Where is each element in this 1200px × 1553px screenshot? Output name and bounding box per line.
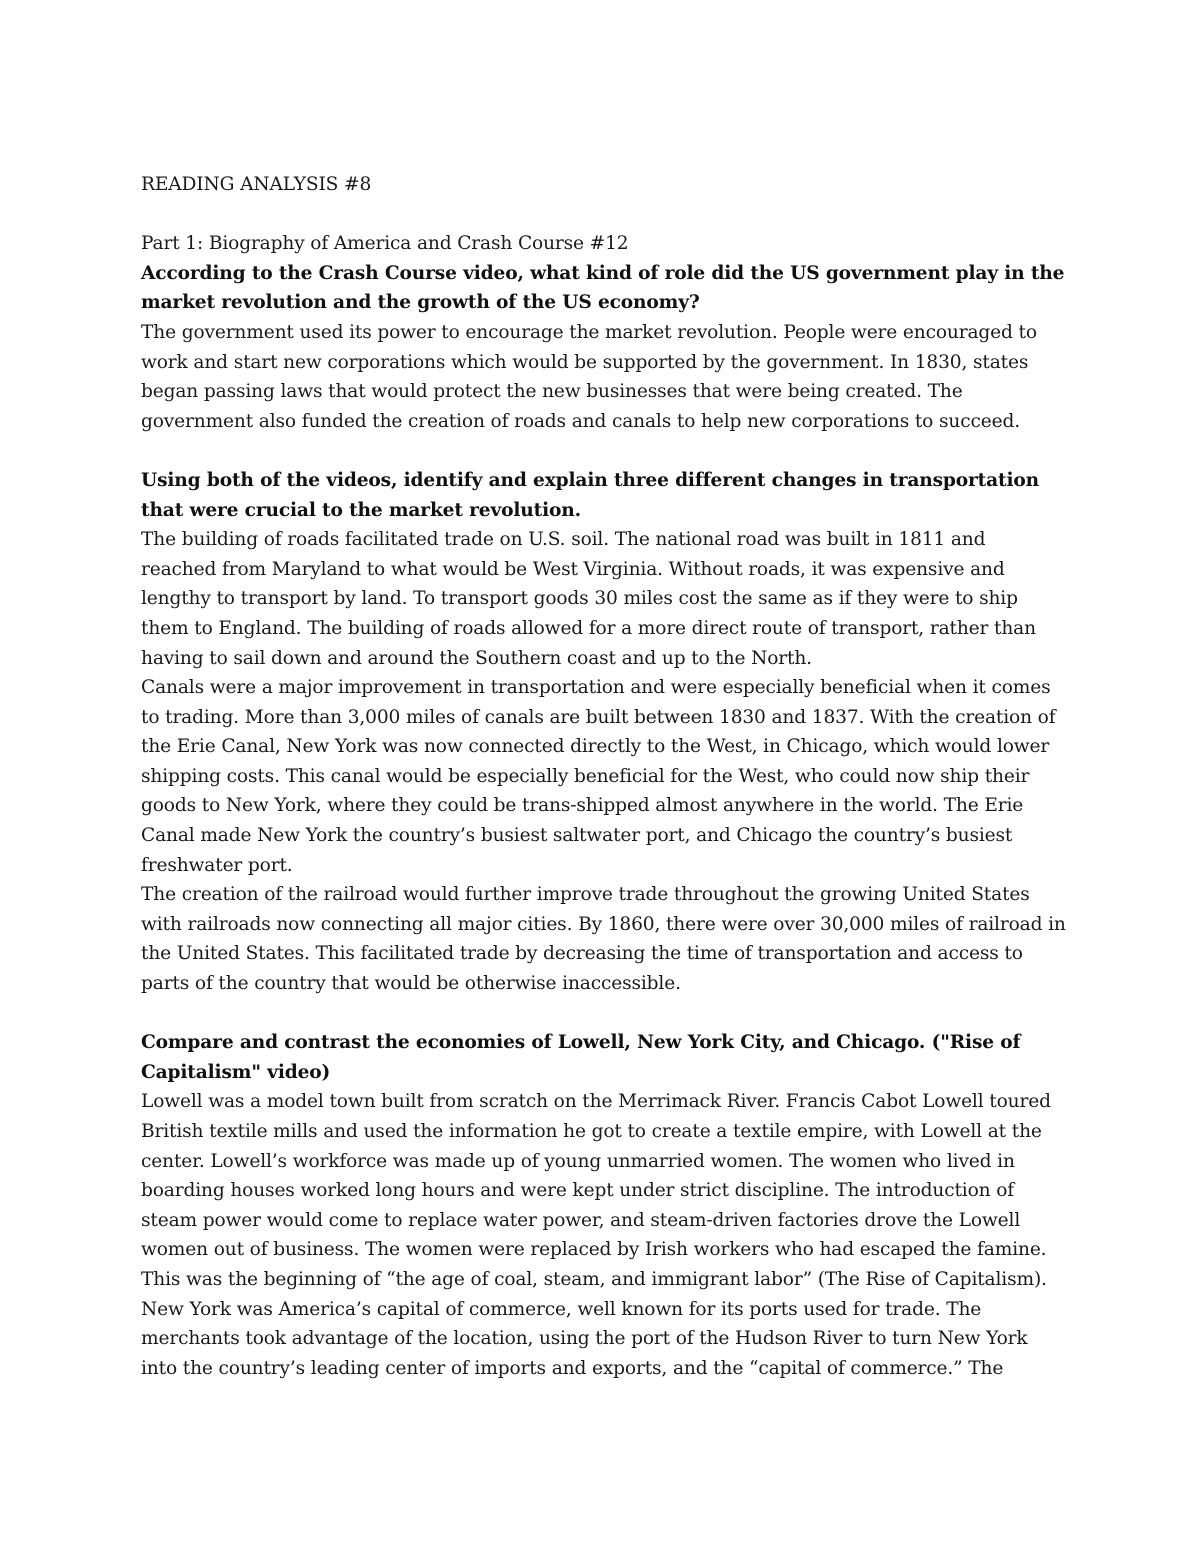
spacer [141, 999, 1066, 1029]
document-body [141, 170, 1066, 1383]
document-title: READING ANALYSIS #8 [141, 174, 372, 195]
answer-1-paragraph-1: The government used its power to encourage the market revolution. People were encouraged to work and start new corporations which would be supported by the government. In 1830, states began passing laws that would protect the new businesses that were being created. The government also funded the creation of roads and canals to help new corporations to succeed. [141, 321, 1037, 432]
answer-2-paragraph-1: The building of roads facilitated trade on U.S. soil. The national road was built in 1811 and reached from Maryland to what would be West Virginia. Without roads, it was expensive and lengthy to transport by land. To transport goods 30 miles cost the same as if they were to ship them to England. The building of roads allowed for a more direct route of transport, rather than having to sail down and around the Southern coast and up to the North. [141, 529, 1036, 669]
answer-2-paragraph-2: Canals were a major improvement in transportation and were especially beneficial when it comes to trading. More than 3,000 miles of canals are built between 1830 and 1837. With the creation of the Erie Canal, New York was now connected directly to the West, in Chicago, which would lower shipping costs. This canal would be especially beneficial for the West, who could now ship their goods to New York, where they could be trans-shipped almost anywhere in the world. The Erie Canal made New York the country’s busiest saltwater port, and Chicago the country’s busiest freshwater port. [141, 677, 1056, 876]
question-2: Using both of the videos, identify and explain three different changes in transportation that were crucial to the market revolution. [141, 469, 1039, 521]
question-3: Compare and contrast the economies of Lowell, New York City, and Chicago. ("Rise of Capitalism" video) [141, 1032, 1021, 1083]
spacer [141, 200, 1066, 230]
question-1: According to the Crash Course video, what kind of role did the US government play in the market revolution and the growth of the US economy? [141, 262, 1065, 314]
answer-3-paragraph-1: Lowell was a model town built from scratch on the Merrimack River. Francis Cabot Lowell toured British textile mills and used the information he got to create a textile empire, with Lowell at the center. Lowell’s workforce was made up of young unmarried women. The women who lived in boarding houses worked long hours and were kept under strict discipline. The introduction of steam power would come to replace water power, and steam-driven factories drove the Lowell women out of business. The women were replaced by Irish workers who had escaped the famine. This was the beginning of “the age of coal, steam, and immigrant labor” (The Rise of Capitalism). [141, 1091, 1051, 1290]
answer-2-paragraph-3: The creation of the railroad would further improve trade throughout the growing United States with railroads now connecting all major cities. By 1860, there were over 30,000 miles of railroad in the United States. This facilitated trade by decreasing the time of transportation and access to parts of the country that would be otherwise inaccessible. [141, 884, 1066, 995]
part-heading: Part 1: Biography of America and Crash Course #12 [141, 233, 629, 255]
spacer [141, 436, 1066, 466]
answer-3-paragraph-2: New York was America’s capital of commerce, well known for its ports used for trade. The merchants took advantage of the location, using the port of the Hudson River to turn New York into the country’s leading center of imports and exports, and the “capital of commerce.” The [141, 1298, 1028, 1379]
